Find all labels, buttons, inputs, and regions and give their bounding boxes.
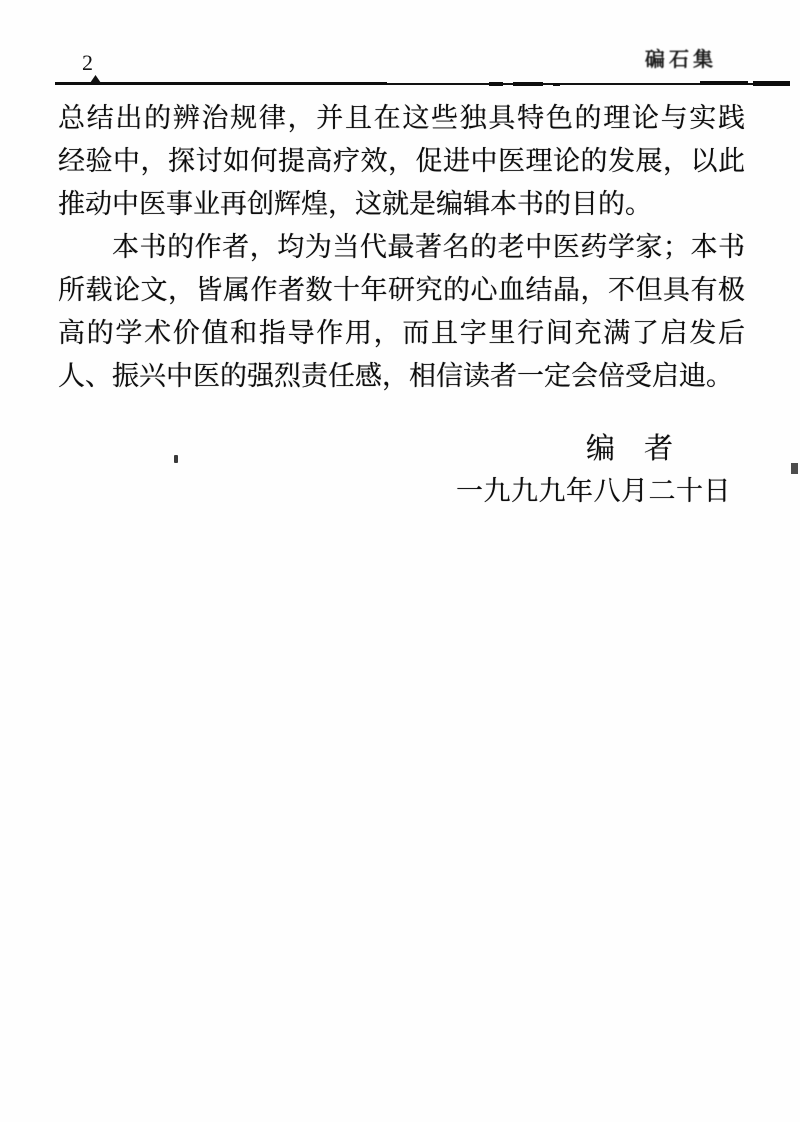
page-number: 2 bbox=[82, 50, 93, 75]
body-line: 推动中医事业再创辉煌，这就是编辑本书的目的。 bbox=[58, 189, 652, 219]
body-line: 高的学术价值和指导作用，而且字里行间充满了启发后 bbox=[58, 318, 745, 348]
body-line: 所载论文，皆属作者数十年研究的心血结晶，不但具有极 bbox=[58, 275, 745, 305]
header-rule-segment bbox=[489, 82, 503, 86]
body-line: 经验中，探讨如何提高疗效，促进中医理论的发展，以此 bbox=[58, 146, 745, 176]
header-rule-segment bbox=[553, 83, 560, 86]
colophon-author: 编 者 bbox=[586, 433, 674, 465]
scan-artifact-dot bbox=[174, 455, 178, 463]
body-line: 本书的作者，均为当代最著名的老中医药学家；本书 bbox=[112, 232, 745, 262]
header-rule-segment bbox=[700, 81, 748, 85]
body-text bbox=[58, 97, 745, 398]
colophon-date: 一九九九年八月二十日 bbox=[456, 476, 731, 506]
header-rule-segment bbox=[513, 82, 543, 86]
body-line: 人、振兴中医的强烈责任感，相信读者一定会倍受启迪。 bbox=[58, 361, 733, 391]
scan-artifact-edge-mark bbox=[791, 463, 798, 474]
body-line: 总结出的辨治规律，并且在这些独具特色的理论与实践 bbox=[58, 103, 745, 133]
running-head-title: 碥石集 bbox=[645, 49, 717, 71]
header-rule-segment bbox=[55, 82, 387, 85]
header-rule-segment bbox=[753, 81, 790, 86]
